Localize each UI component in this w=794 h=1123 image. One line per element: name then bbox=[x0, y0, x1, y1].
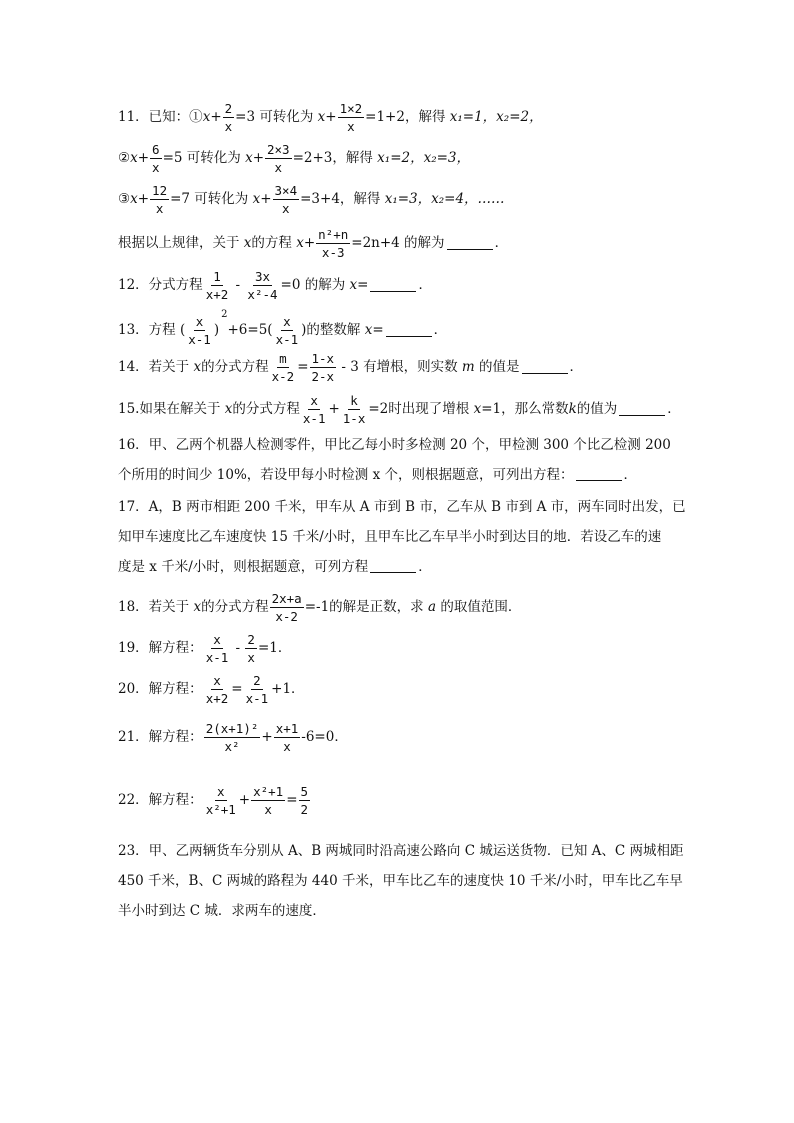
numerator: 2(x+1)² bbox=[204, 722, 261, 738]
text: - 3 有增根，则实数 bbox=[337, 358, 462, 375]
period: ． bbox=[667, 400, 681, 417]
fraction bbox=[204, 785, 238, 816]
denominator: x bbox=[152, 160, 160, 176]
fraction bbox=[274, 315, 301, 346]
numerator: 2 bbox=[251, 674, 263, 690]
var-x: x bbox=[193, 598, 202, 615]
q17-line1: 17．A，B 两市相距 200 千米，甲车从 A 市到 B 市，乙车从 B 市到 A 市，两车同时出发，已 bbox=[118, 499, 686, 515]
denominator: x² bbox=[224, 739, 240, 755]
q21 bbox=[118, 722, 348, 753]
var-x: x bbox=[296, 234, 304, 251]
q16 bbox=[118, 430, 678, 490]
plus-sign: + bbox=[303, 234, 316, 251]
numerator: 2×3 bbox=[265, 143, 292, 159]
fraction bbox=[204, 674, 231, 705]
denominator: x bbox=[282, 201, 290, 217]
var-x: x bbox=[364, 321, 373, 338]
var-x: x bbox=[349, 276, 358, 293]
text: =2+3，解得 bbox=[292, 149, 378, 166]
numerator: m bbox=[277, 352, 289, 368]
denominator: x-1 bbox=[205, 650, 229, 666]
text: =3+4，解得 bbox=[300, 190, 385, 207]
denominator: x bbox=[347, 119, 355, 135]
var-x: x bbox=[243, 234, 252, 251]
var-x: x bbox=[130, 149, 138, 166]
var-x: x bbox=[473, 400, 482, 417]
fraction bbox=[338, 102, 365, 133]
equals-sign: = bbox=[357, 276, 369, 293]
denominator: x-1 bbox=[188, 332, 211, 348]
question-text: 15.如果在解关于 bbox=[118, 400, 225, 417]
q11-prefix: 11．已知：① bbox=[118, 108, 203, 125]
q17-line2: 知甲车速度比乙车速度快 15 千米/小时，且甲车比乙车早半小时到达目的地．若设乙车的速 bbox=[118, 529, 662, 545]
question-text: 19．解方程： bbox=[118, 639, 203, 656]
text: 的分式方程 bbox=[201, 358, 269, 375]
text: =2n+4 的解为 bbox=[351, 234, 445, 251]
answer-blank[interactable] bbox=[370, 290, 416, 292]
denominator: 1-x bbox=[342, 411, 366, 427]
q11-line1 bbox=[118, 102, 543, 133]
answer-blank[interactable] bbox=[522, 372, 568, 374]
text: =7 可转化为 bbox=[170, 190, 253, 207]
q15 bbox=[118, 394, 681, 425]
minus-sign: - bbox=[231, 276, 245, 293]
text: -6=0． bbox=[301, 728, 348, 745]
plus-sign: + bbox=[328, 400, 340, 417]
equals-sign: = bbox=[231, 680, 243, 697]
q12 bbox=[118, 270, 432, 301]
plus-sign: + bbox=[260, 190, 272, 207]
numerator: x bbox=[211, 633, 223, 649]
answer-blank[interactable] bbox=[447, 248, 493, 250]
text: =2时出现了增根 bbox=[368, 400, 474, 417]
equals-sign: = bbox=[297, 358, 309, 375]
q23-line1: 23．甲、乙两辆货车分别从 A、B 两城同时沿高速公路向 C 城运送货物．已知 A、C 两城相距 bbox=[118, 843, 684, 859]
text: =1． bbox=[257, 639, 292, 656]
denominator: x+2 bbox=[205, 287, 229, 303]
q14 bbox=[118, 352, 583, 383]
denominator: x-1 bbox=[275, 332, 299, 348]
numerator: x bbox=[215, 785, 227, 801]
fraction bbox=[316, 228, 350, 259]
fraction bbox=[310, 352, 337, 383]
fraction bbox=[274, 722, 301, 753]
plus-sign: + bbox=[137, 190, 150, 207]
q19 bbox=[118, 633, 291, 664]
plus-sign: + bbox=[261, 728, 273, 745]
text: 根据以上规律，关于 bbox=[118, 234, 244, 251]
question-text: 18．若关于 bbox=[118, 598, 194, 615]
fraction bbox=[223, 102, 235, 133]
var-a: a bbox=[427, 598, 437, 615]
fraction bbox=[245, 633, 257, 664]
text: +1． bbox=[271, 680, 305, 697]
answer-blank[interactable] bbox=[386, 335, 432, 337]
fraction bbox=[265, 143, 292, 174]
denominator: x²+1 bbox=[205, 802, 236, 818]
fraction bbox=[204, 722, 261, 753]
period: ． bbox=[494, 234, 509, 251]
var-x: x bbox=[224, 400, 233, 417]
q17 bbox=[118, 492, 686, 582]
q16-line1: 16．甲、乙两个机器人检测零件，甲比乙每小时多检测 20 个，甲检测 300 个比乙检测 200 bbox=[118, 437, 671, 453]
plus-sign: + bbox=[238, 791, 251, 808]
q13 bbox=[118, 308, 448, 348]
var-x: x bbox=[245, 149, 253, 166]
equals-sign: = bbox=[372, 321, 384, 338]
denominator: x-2 bbox=[275, 609, 298, 625]
var-x: x bbox=[317, 108, 326, 125]
fraction bbox=[245, 270, 279, 301]
plus-sign: + bbox=[252, 149, 264, 166]
q11-prefix: ② bbox=[118, 149, 131, 166]
q11-prefix: ③ bbox=[118, 190, 131, 207]
text: 的取值范围． bbox=[436, 598, 522, 615]
var-x: x bbox=[252, 190, 261, 207]
question-text: 13．方程 ( bbox=[118, 321, 186, 338]
numerator: x+1 bbox=[274, 722, 301, 738]
answer-blank[interactable] bbox=[576, 479, 622, 481]
period: ． bbox=[433, 321, 448, 338]
plus-sign: + bbox=[137, 149, 150, 166]
solution: x₁=1，x₂=2， bbox=[449, 108, 543, 125]
denominator: x bbox=[283, 739, 291, 755]
q11-line3 bbox=[118, 184, 505, 215]
numerator: 2x+a bbox=[270, 592, 304, 608]
numerator: x bbox=[211, 674, 223, 690]
q16-line2: 个所用的时间少 10%，若设甲每小时检测 x 个，则根据题意，可列出方程： bbox=[118, 467, 574, 483]
var-x: x bbox=[202, 108, 211, 125]
fraction bbox=[251, 785, 285, 816]
q18 bbox=[118, 592, 521, 623]
text: =3 可转化为 bbox=[235, 108, 318, 125]
fraction bbox=[341, 394, 368, 425]
text: 的值是 bbox=[474, 358, 520, 375]
question-text: 21．解方程： bbox=[118, 728, 203, 745]
numerator: x bbox=[194, 315, 206, 331]
numerator: 12 bbox=[150, 184, 169, 200]
period: ． bbox=[569, 358, 584, 375]
question-text: 20．解方程： bbox=[118, 680, 203, 697]
equals-sign: = bbox=[286, 791, 298, 808]
q23-line2: 450 千米，B、C 两城的路程为 440 千米，甲车比乙车的速度快 10 千米/小时，甲车比乙车早 bbox=[118, 873, 683, 889]
question-text: 22．解方程： bbox=[118, 791, 203, 808]
fraction bbox=[204, 633, 231, 664]
text: =0 的解为 bbox=[280, 276, 350, 293]
denominator: 2 bbox=[300, 802, 309, 818]
q20 bbox=[118, 674, 305, 705]
denominator: x-1 bbox=[245, 691, 269, 707]
fraction bbox=[270, 592, 304, 623]
answer-blank[interactable] bbox=[619, 414, 665, 416]
question-text: 14．若关于 bbox=[118, 358, 194, 375]
numerator: 3×4 bbox=[273, 184, 300, 200]
paren-close: ) bbox=[213, 321, 220, 338]
minus-sign: - bbox=[231, 639, 245, 656]
period: ． bbox=[418, 559, 432, 575]
denominator: x-2 bbox=[271, 369, 295, 385]
denominator: x bbox=[155, 201, 164, 217]
period: ． bbox=[418, 276, 432, 293]
denominator: x bbox=[247, 650, 255, 666]
denominator: x bbox=[224, 119, 233, 135]
numerator: 5 bbox=[299, 785, 311, 801]
period: ． bbox=[623, 467, 637, 483]
solution: x₁=3，x₂=4，…… bbox=[384, 190, 505, 207]
var-k: k bbox=[568, 400, 577, 417]
text: 的分式方程 bbox=[201, 598, 269, 615]
denominator: 2-x bbox=[311, 369, 335, 385]
question-text: 12．分式方程 bbox=[118, 276, 203, 293]
fraction bbox=[244, 674, 271, 705]
text: 的方程 bbox=[251, 234, 297, 251]
fraction bbox=[204, 270, 231, 301]
q23-line3: 半小时到达 C 城．求两车的速度． bbox=[118, 903, 326, 919]
text: +6=5( bbox=[227, 321, 273, 338]
fraction bbox=[270, 352, 297, 383]
plus-sign: + bbox=[325, 108, 337, 125]
var-x: x bbox=[130, 190, 138, 207]
denominator: x bbox=[264, 802, 272, 818]
fraction bbox=[299, 785, 311, 816]
numerator: x bbox=[308, 394, 320, 410]
q11-line2 bbox=[118, 143, 470, 174]
var-x: x bbox=[193, 358, 202, 375]
text: =-1的解是正数，求 bbox=[304, 598, 428, 615]
plus-sign: + bbox=[210, 108, 222, 125]
text: =1，那么常数 bbox=[481, 400, 569, 417]
fraction bbox=[186, 315, 213, 346]
denominator: x+2 bbox=[205, 691, 229, 707]
fraction bbox=[150, 184, 169, 215]
numerator: k bbox=[348, 394, 360, 410]
answer-blank[interactable] bbox=[370, 571, 416, 573]
text: )的整数解 bbox=[301, 321, 365, 338]
numerator: n²+n bbox=[316, 228, 350, 244]
numerator: 6 bbox=[150, 143, 162, 159]
denominator: x²-4 bbox=[247, 287, 278, 303]
numerator: 1×2 bbox=[338, 102, 365, 118]
denominator: x-3 bbox=[321, 245, 345, 261]
numerator: 1 bbox=[211, 270, 223, 286]
text: =5 可转化为 bbox=[162, 149, 246, 166]
numerator: x bbox=[281, 315, 293, 331]
var-m: m bbox=[461, 358, 475, 375]
denominator: x bbox=[274, 160, 283, 176]
numerator: 1-x bbox=[310, 352, 337, 368]
numerator: 3x bbox=[253, 270, 272, 286]
q23 bbox=[118, 836, 684, 926]
q17-line3: 度是 x 千米/小时，则根据题意，可列方程 bbox=[118, 559, 369, 575]
numerator: x²+1 bbox=[251, 785, 285, 801]
fraction bbox=[273, 184, 300, 215]
fraction bbox=[150, 143, 162, 174]
fraction bbox=[301, 394, 328, 425]
text: =1+2，解得 bbox=[365, 108, 450, 125]
text: 的分式方程 bbox=[232, 400, 300, 417]
q11-line4 bbox=[118, 228, 508, 259]
denominator: x-1 bbox=[302, 411, 326, 427]
text: 的值为 bbox=[576, 400, 618, 417]
numerator: 2 bbox=[223, 102, 235, 118]
q16-line2-wrap bbox=[118, 460, 678, 490]
solution: x₁=2，x₂=3， bbox=[377, 149, 471, 166]
exponent: 2 bbox=[221, 308, 228, 320]
numerator: 2 bbox=[245, 633, 257, 649]
q22 bbox=[118, 785, 311, 816]
q17-line3-wrap bbox=[118, 552, 678, 582]
